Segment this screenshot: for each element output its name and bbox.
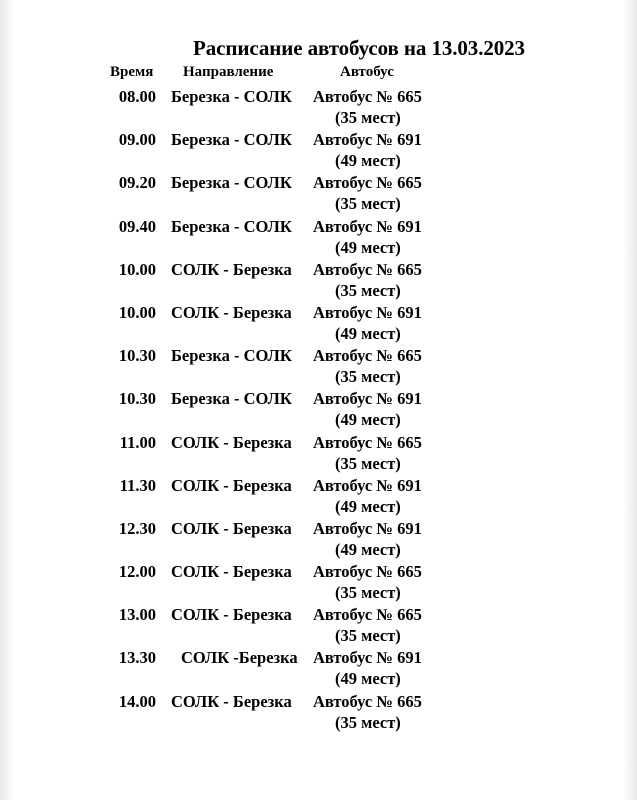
table-row: [0, 432, 637, 475]
row-bus: Автобус № 691: [313, 518, 422, 538]
row-bus: Автобус № 665: [313, 173, 422, 193]
row-direction: СОЛК - Березка: [171, 302, 292, 322]
row-seats: (49 мест): [335, 151, 401, 171]
header-direction: Направление: [183, 64, 274, 80]
row-bus: Автобус № 691: [313, 302, 422, 322]
row-seats: (35 мест): [335, 626, 401, 646]
table-row: [0, 475, 637, 518]
row-seats: (35 мест): [335, 583, 401, 603]
row-seats: (49 мест): [335, 237, 401, 257]
row-time: 09.40: [118, 216, 156, 236]
table-row: [0, 216, 637, 259]
row-bus: Автобус № 691: [313, 130, 422, 150]
table-row: [0, 172, 637, 215]
row-time: 14.00: [118, 691, 156, 711]
header-bus: Автобус: [340, 64, 394, 80]
row-time: 13.00: [118, 605, 156, 625]
table-row: [0, 129, 637, 172]
row-direction: Березка - СОЛК: [171, 216, 292, 236]
table-row: [0, 388, 637, 431]
row-direction: СОЛК - Березка: [171, 475, 292, 495]
row-time: 10.00: [118, 302, 156, 322]
row-bus: Автобус № 691: [313, 389, 422, 409]
row-seats: (35 мест): [335, 280, 401, 300]
row-seats: (35 мест): [335, 453, 401, 473]
page-title: Расписание автобусов на 13.03.2023: [193, 36, 525, 60]
row-time: 10.30: [118, 389, 156, 409]
row-seats: (49 мест): [335, 539, 401, 559]
row-seats: (49 мест): [335, 410, 401, 430]
row-direction: Березка - СОЛК: [171, 130, 292, 150]
row-direction: СОЛК - Березка: [171, 605, 292, 625]
row-seats: (35 мест): [335, 194, 401, 214]
row-bus: Автобус № 665: [313, 87, 422, 106]
table-row: [0, 691, 637, 734]
row-time: 11.00: [119, 432, 156, 452]
schedule-table: [0, 86, 637, 734]
row-direction: Березка - СОЛК: [171, 173, 292, 193]
row-bus: Автобус № 665: [313, 259, 422, 279]
row-time: 09.20: [118, 173, 156, 193]
row-time: 12.00: [118, 562, 156, 582]
row-bus: Автобус № 665: [313, 691, 422, 711]
row-time: 12.30: [118, 518, 156, 538]
row-direction: СОЛК - Березка: [171, 562, 292, 582]
row-direction: Березка - СОЛК: [171, 346, 292, 366]
row-time: 09.00: [118, 130, 156, 150]
table-row: [0, 647, 637, 690]
row-time: 10.30: [118, 346, 156, 366]
row-bus: Автобус № 691: [313, 648, 422, 668]
row-direction: СОЛК - Березка: [171, 691, 292, 711]
row-seats: (35 мест): [335, 367, 401, 387]
table-row: [0, 604, 637, 647]
row-seats: (49 мест): [335, 669, 401, 689]
row-seats: (49 мест): [335, 323, 401, 343]
header-time: Время: [110, 64, 154, 80]
table-row: [0, 561, 637, 604]
row-time: 13.30: [118, 648, 156, 668]
row-bus: Автобус № 665: [313, 605, 422, 625]
table-row: [0, 86, 637, 129]
row-bus: Автобус № 665: [313, 346, 422, 366]
table-row: [0, 518, 637, 561]
row-bus: Автобус № 665: [313, 432, 422, 452]
row-time: 08.00: [118, 87, 156, 106]
row-direction: СОЛК -Березка: [181, 648, 298, 668]
row-bus: Автобус № 691: [313, 216, 422, 236]
table-row: [0, 345, 637, 388]
row-bus: Автобус № 691: [313, 475, 422, 495]
table-row: [0, 302, 637, 345]
row-bus: Автобус № 665: [313, 562, 422, 582]
row-direction: Березка - СОЛК: [171, 389, 292, 409]
table-row: [0, 259, 637, 302]
row-seats: (49 мест): [335, 496, 401, 516]
row-time: 11.30: [119, 475, 156, 495]
row-direction: Березка - СОЛК: [171, 87, 292, 106]
row-direction: СОЛК - Березка: [171, 518, 292, 538]
row-time: 10.00: [118, 259, 156, 279]
row-direction: СОЛК - Березка: [171, 259, 292, 279]
row-direction: СОЛК - Березка: [171, 432, 292, 452]
row-seats: (35 мест): [335, 712, 401, 732]
row-seats: (35 мест): [335, 108, 401, 127]
